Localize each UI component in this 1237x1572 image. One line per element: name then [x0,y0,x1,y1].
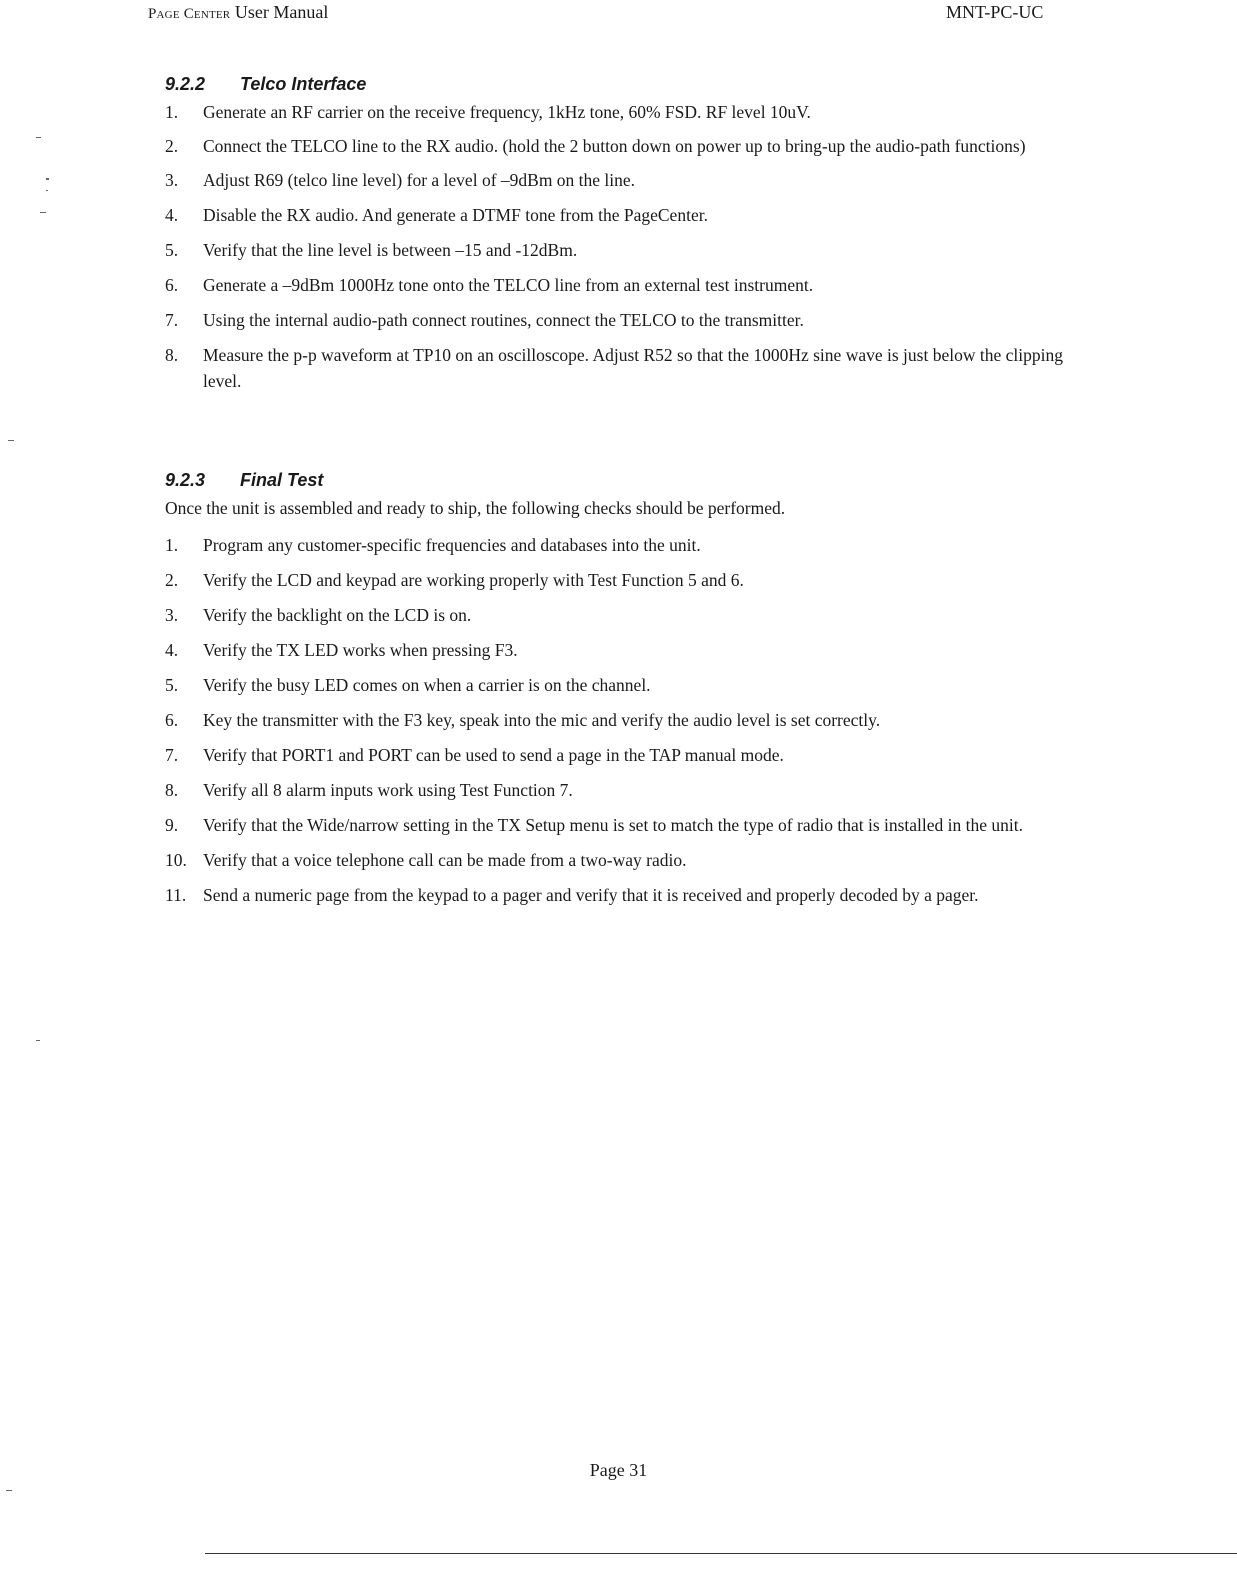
list-item-text: Adjust R69 (telco line level) for a level of –9dBm on the line. [203,170,636,190]
list-item [165,167,1085,193]
list-item [165,202,1085,228]
telco-steps-list [165,99,1085,394]
list-item [165,133,1085,159]
section-heading-telco [165,74,366,95]
list-item-number: 5. [165,240,179,260]
list-item-text: Verify the TX LED works when pressing F3. [203,640,518,660]
list-item-text: Program any customer-specific frequencies and databases into the unit. [203,535,701,555]
list-item-number: 10. [165,850,187,870]
running-header-title [148,2,328,23]
list-item-text: Using the internal audio-path connect routines, connect the TELCO to the transmitter. [203,310,804,330]
list-item-number: 8. [165,345,179,365]
list-item [165,237,1085,263]
list-item-text: Connect the TELCO line to the RX audio. (hold the 2 button down on power up to bring-up the audio-path functions) [203,136,1026,156]
final-test-intro: Once the unit is assembled and ready to ship, the following checks should be performed. [165,498,786,518]
list-item-text: Generate an RF carrier on the receive frequency, 1kHz tone, 60% FSD. RF level 10uV. [203,102,811,122]
list-item [165,707,1085,733]
scan-mark [40,212,46,213]
footer-rule [205,1553,1237,1554]
section-title: Final Test [240,470,324,490]
list-item-number: 4. [165,205,179,225]
scan-mark [46,190,48,191]
list-item-text: Generate a –9dBm 1000Hz tone onto the TELCO line from an external test instrument. [203,275,814,295]
section-heading-final-test [165,470,323,491]
list-item-text: Verify that the Wide/narrow setting in the TX Setup menu is set to match the type of radio that is installed in the unit. [203,815,1024,835]
list-item-text: Verify that a voice telephone call can be made from a two-way radio. [203,850,687,870]
list-item-text: Send a numeric page from the keypad to a pager and verify that it is received and properly decoded by a pager. [203,885,979,905]
section-number: 9.2.2 [165,74,206,94]
list-item [165,742,1085,768]
list-item [165,637,1085,663]
list-item [165,307,1085,333]
scan-mark [36,137,41,138]
list-item-number: 8. [165,780,179,800]
list-item [165,272,1085,298]
list-item-number: 7. [165,745,179,765]
page-number: Page 31 [589,1460,648,1480]
list-item-text: Verify the LCD and keypad are working properly with Test Function 5 and 6. [203,570,744,590]
manual-label: User Manual [234,2,329,22]
list-item [165,99,1085,125]
section-number: 9.2.3 [165,470,206,490]
list-item [165,847,1085,873]
list-item-text: Key the transmitter with the F3 key, speak into the mic and verify the audio level is set correctly. [203,710,881,730]
list-item-text: Verify the busy LED comes on when a carrier is on the channel. [203,675,651,695]
list-item-number: 7. [165,310,179,330]
list-item-text: Verify that the line level is between –15 and -12dBm. [203,240,578,260]
list-item-number: 1. [165,535,179,555]
list-item-number: 1. [165,102,179,122]
list-item-number: 6. [165,275,179,295]
list-item-number: 6. [165,710,179,730]
final-test-steps-list [165,532,1085,908]
list-item-text: Verify all 8 alarm inputs work using Test Function 7. [203,780,573,800]
list-item-number: 4. [165,640,179,660]
list-item-number: 5. [165,675,179,695]
document-id: MNT-PC-UC [946,2,1044,22]
list-item [165,812,1085,838]
list-item-number: 3. [165,605,179,625]
list-item-number: 2. [165,570,179,590]
list-item-number: 11. [165,885,187,905]
list-item-text: Verify that PORT1 and PORT can be used to send a page in the TAP manual mode. [203,745,784,765]
list-item-text: Disable the RX audio. And generate a DTMF tone from the PageCenter. [203,205,708,225]
scan-mark [46,178,49,180]
list-item-number: 3. [165,170,179,190]
list-item [165,777,1085,803]
list-item-number: 9. [165,815,179,835]
list-item-number: 2. [165,136,179,156]
list-item [165,602,1085,628]
scan-mark [6,1490,12,1491]
brand-name: Page Center [148,6,231,22]
list-item [165,567,1085,593]
list-item [165,882,1085,908]
list-item [165,342,1085,394]
scan-mark [36,1040,40,1041]
section-title: Telco Interface [240,74,367,94]
list-item-text: Verify the backlight on the LCD is on. [203,605,472,625]
list-item-text: Measure the p-p waveform at TP10 on an oscilloscope. Adjust R52 so that the 1000Hz sine wave is just below the clipping level. [203,345,1063,391]
list-item [165,672,1085,698]
scan-mark [8,440,14,441]
list-item [165,532,1085,558]
